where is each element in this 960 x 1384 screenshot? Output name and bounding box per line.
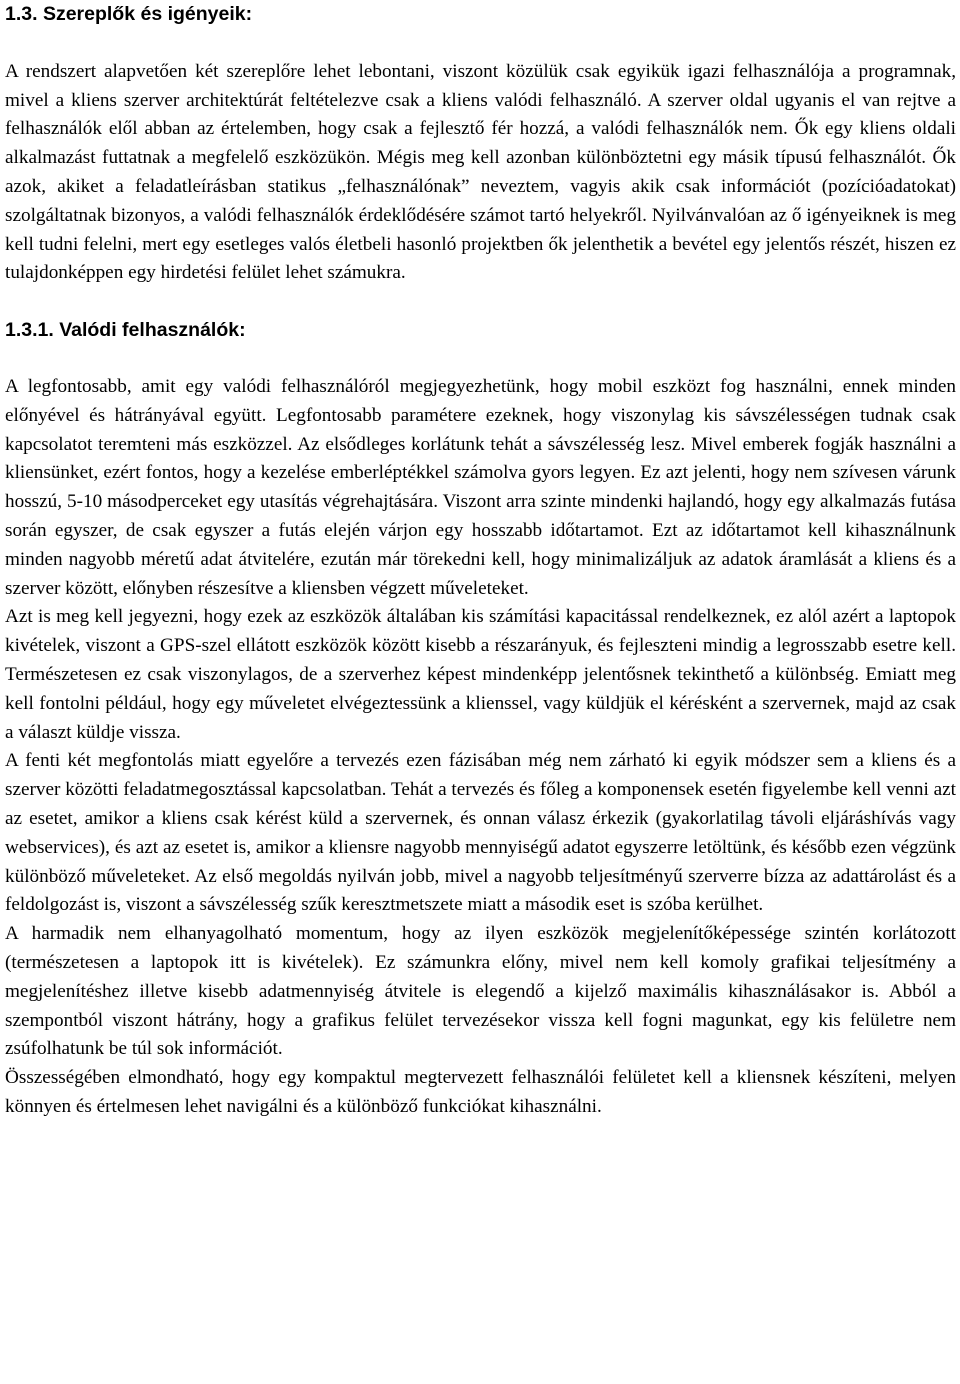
paragraph-task-distribution: A fenti két megfontolás miatt egyelőre a tervezés ezen fázisában még nem zárható ki egyik módszer sem a kliens és a szerver közötti feladatmegosztással kapcsolatban. Tehát a tervezés és főleg a komponensek esetén figyelembe kell venni azt az esetet, amikor a kliens csak kérést küld a szervernek, és onnan válasz érkezik (gyakorlatilag távoli eljáráshívás vagy webservices), és azt az esetet is, amikor a kliensre nagyobb mennyiségű adatot egyszerre letöltünk, és később ezen végzünk különböző műveleteket. Az első megoldás nyilván jobb, mivel a nagyobb teljesítményű szerverre bízza az adattárolást és a feldolgozást is, viszont a sávszélesség szűk keresztmetszete miatt a második eset is szóba kerülhet. (5, 750, 956, 916)
section-heading: 1.3. Szereplők és igényeik: (5, 3, 253, 25)
paragraph-bandwidth: A legfontosabb, amit egy valódi felhasználóról megjegyezhetünk, hogy mobil eszközt fog használni, ennek minden előnyével és hátrányával együtt. Legfontosabb paramétere ezeknek, hogy viszonylag kis sávszélességen tudnak csak kapcsolatot teremteni más eszközzel. Az elsődleges korlátunk tehát a sávszélesség lesz. Mivel emberek fogják használni a kliensünket, ezért fontos, hogy a kezelése emberléptékkel számolva gyors legyen. Ez azt jelenti, hogy nem szívesen várunk hosszú, 5-10 másodperceket egy utasítás végrehajtására. Viszont arra szinte mindenki hajlandó, hogy egy alkalmazás futása során egyszer, de csak egyszer a futás elején várjon egy hosszabb időtartamot. Ezt az időtartamot kell kihasználnunk minden nagyobb méretű adat átvitelére, ezután már törekedni kell, hogy minimalizáljuk az adatok áramlását a kliens és a szerver között, előnyben részesítve a kliensben végzett műveleteket. (5, 375, 956, 599)
paragraph-summary: Összességében elmondható, hogy egy kompaktul megtervezett felhasználói felületet kell a kliensnek készíteni, melyen könnyen és értelmesen lehet navigálni és a különböző funkciókat kihasználni. (5, 1067, 956, 1117)
paragraph-display-capability: A harmadik nem elhanyagolható momentum, hogy az ilyen eszközök megjelenítőképessége szintén korlátozott (természetesen a laptopok itt is kivételek). Ez számunkra előny, mivel nem kell komoly grafikai teljesítmény a megjelenítéshez illetve kisebb adatmennyiség átvitele is elegendő a kijelző maximális kihasználásakor is. Abból a szempontból viszont hátrány, hogy a grafikus felület tervezésekor vissza kell fogni magunkat, egy kis felületre nem zsúfolhatunk be túl sok információt. (5, 923, 956, 1060)
paragraph-computing-capacity: Azt is meg kell jegyezni, hogy ezek az eszközök általában kis számítási kapacitással rendelkeznek, ez alól azért a laptopok kivételek, viszont a GPS-szel ellátott eszközök között kisebb a részarányuk, és fejleszteni mindig a legrosszabb esetre kell. Természetesen ez csak viszonylagos, de a szerverhez képest mindenképp jelentősnek tekinthető a különbség. Emiatt meg kell fontolni például, hogy egy műveletet elvégeztessünk a klienssel, vagy küldjük el kérésként a szervernek, majd az csak a választ küldje vissza. (5, 606, 956, 743)
section-intro-paragraph: A rendszert alapvetően két szereplőre lehet lebontani, viszont közülük csak egyikük igazi felhasználója a programnak, mivel a kliens szerver architektúrát feltételezve csak a kliens valódi felhasználó. A szerver oldal ugyanis el van rejtve a felhasználók elől abban az értelemben, hogy csak a fejlesztő fér hozzá, a valódi felhasználók nem. Ők egy kliens oldali alkalmazást futtatnak a megfelelő eszközükön. Mégis meg kell azonban különböztetni egy másik típusú felhasználót. Ők azok, akiket a feladatleírásban statikus „felhasználónak” neveztem, vagyis akik csak információt (pozícióadatokat) szolgáltatnak bizonyos, a valódi felhasználók érdeklődésére számot tartó helyekről. Nyilvánvalóan az ő igényeiknek is meg kell tudni felelni, mert egy esetleges valós életbeli hasonló projektben ők jelenthetik a bevétel egy jelentős részét, hiszen ez tulajdonképpen egy hirdetési felület lehet számukra. (5, 60, 956, 284)
subsection-heading: 1.3.1. Valódi felhasználók: (5, 319, 246, 342)
